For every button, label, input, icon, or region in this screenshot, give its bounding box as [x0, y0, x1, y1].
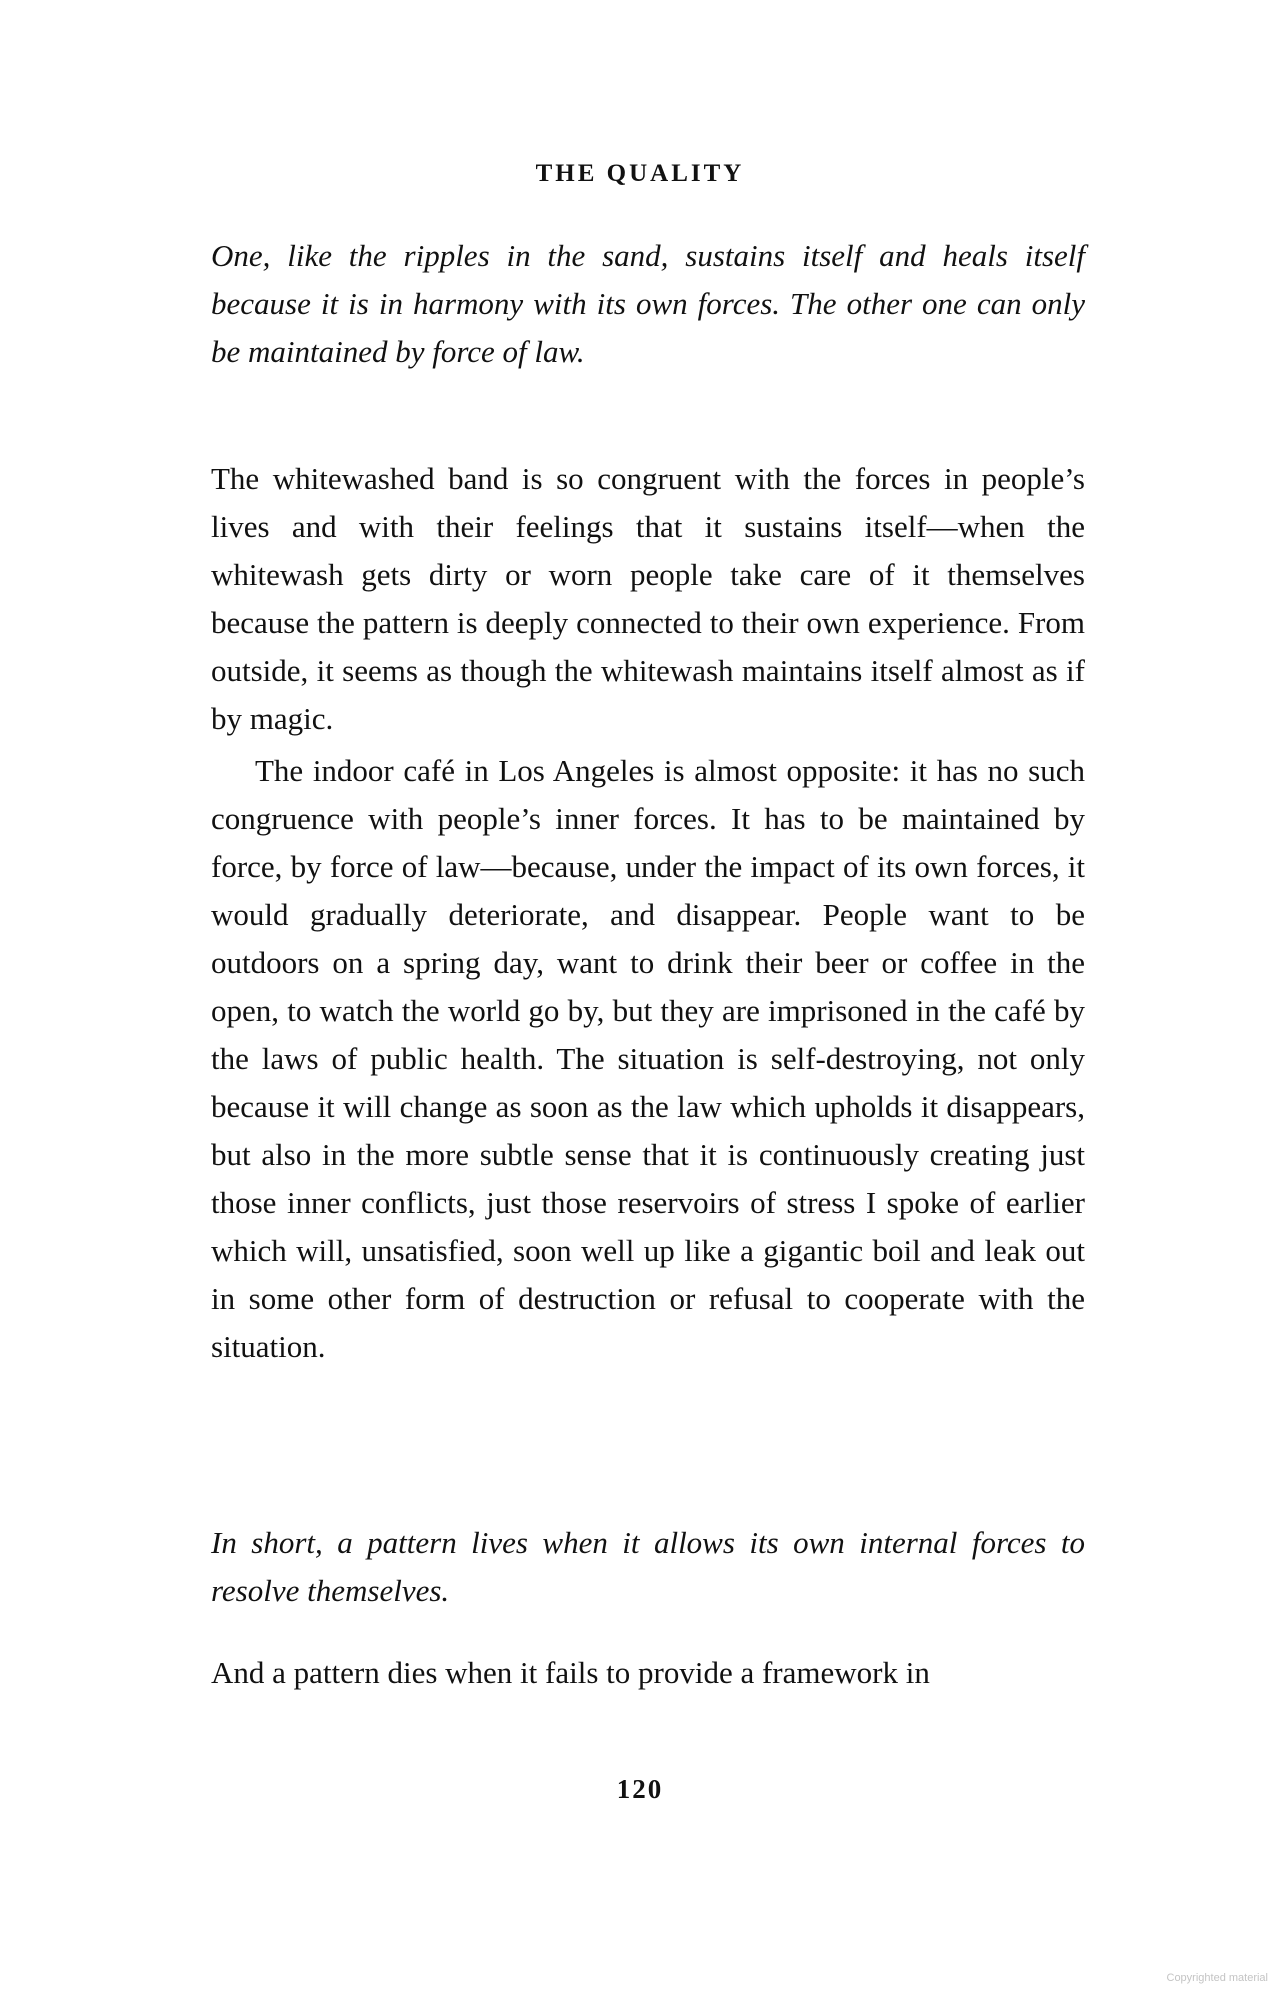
body-paragraph-2 [211, 747, 1085, 1371]
page-number: 120 [616, 1774, 664, 1804]
body-paragraph-3 [211, 1649, 1085, 1697]
paragraph-1-text: The whitewashed band is so congruent with the forces in people’s lives and with their feelings that it sustains itself—when the whitewash gets dirty or worn people take care of it themselves because the pattern is deeply connected to their own experience. From outside, it seems as though the whitewash maintains itself almost as if by magic. [211, 461, 1085, 736]
copyright-watermark: Copyrighted material [1166, 1972, 1268, 1984]
running-head: THE QUALITY [535, 160, 745, 187]
body-paragraph-1 [211, 455, 1085, 743]
paragraph-3-text: And a pattern dies when it fails to provide a framework in [211, 1655, 930, 1690]
italic-passage-2-text: In short, a pattern lives when it allows its own internal forces to resolve themselves. [211, 1525, 1085, 1608]
paragraph-2-text: The indoor café in Los Angeles is almost opposite: it has no such congruence with people’s inner forces. It has to be maintained by force, by force of law—because, under the impact of its own forces, it would gradually deteriorate, and disappear. People want to be outdoors on a spring day, want to drink their beer or coffee in the open, to watch the world go by, but they are imprisoned in the café by the laws of public health. The situation is self-destroying, not only because it will change as soon as the law which upholds it disappears, but also in the more subtle sense that it is continuously creating just those inner conflicts, just those reservoirs of stress I spoke of earlier which will, unsatisfied, soon well up like a gigantic boil and leak out in some other form of destruction or refusal to cooperate with the situation. [211, 753, 1085, 1364]
italic-passage-1-text: One, like the ripples in the sand, sustains itself and heals itself because it is in harmony with its own forces. The other one can only be maintained by force of law. [211, 238, 1085, 369]
italic-passage-top [211, 232, 1085, 376]
italic-passage-bottom [211, 1519, 1085, 1615]
